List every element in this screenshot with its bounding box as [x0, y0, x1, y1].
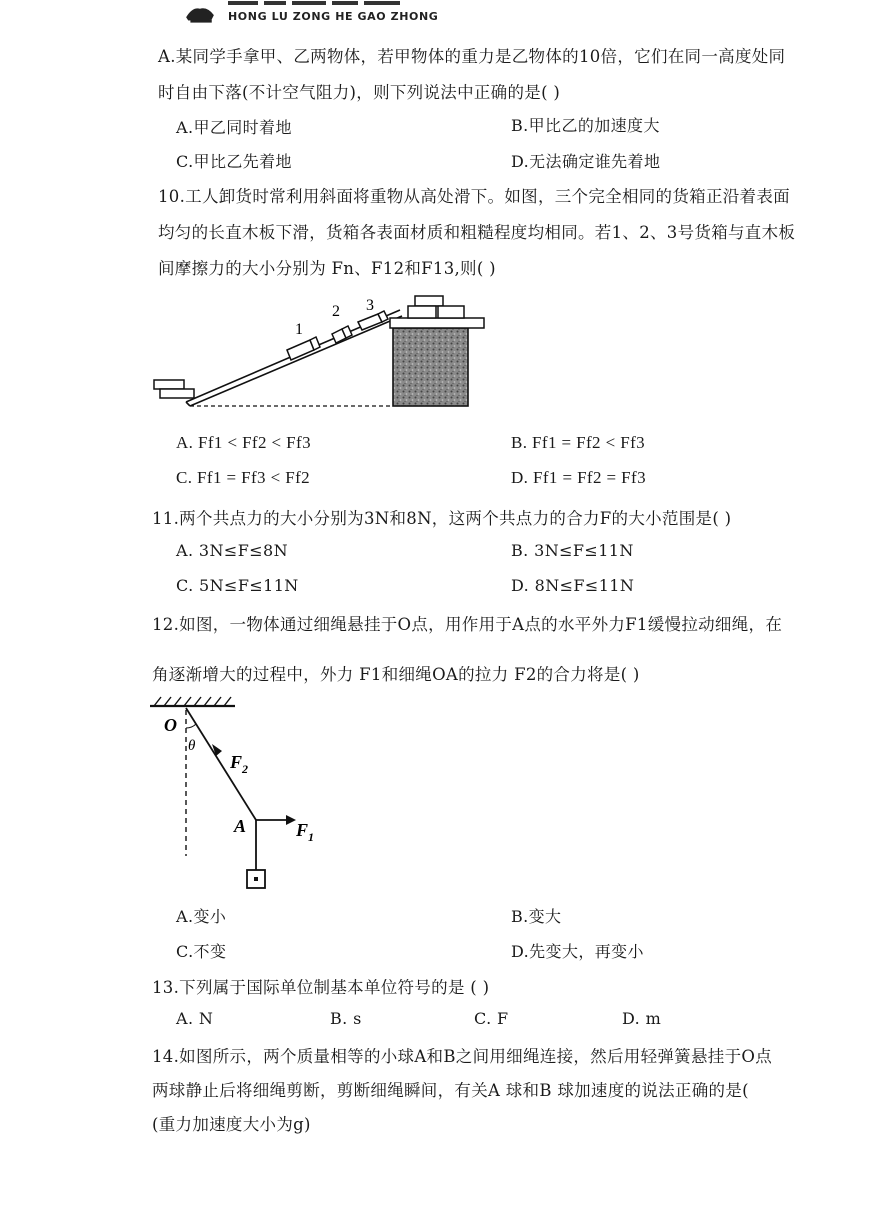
q14-line2: 两球静止后将细绳剪断，剪断细绳瞬间，有关A 球和B 球加速度的说法正确的是( [152, 1081, 749, 1100]
q13-line1: 13.下列属于国际单位制基本单位符号的是 ( ) [152, 978, 490, 997]
q13-option-c: C. F [474, 1009, 509, 1028]
school-logo-icon [184, 2, 216, 24]
label-o: O [164, 715, 177, 735]
label-theta: θ [188, 738, 196, 754]
q10-option-a: A. Ff1 < Ff2 < Ff3 [176, 433, 311, 452]
q12-line1: 12.如图，一物体通过细绳悬挂于O点，用作用于A点的水平外力F1缓慢拉动细绳，在 [152, 615, 783, 634]
q9-option-d: D.无法确定谁先着地 [511, 152, 661, 171]
q10-line3: 间摩擦力的大小分别为 Fn、F12和F13,则( ) [158, 259, 496, 278]
crate-2 [332, 326, 352, 343]
q11-option-a: A. 3N≤F≤8N [176, 541, 288, 560]
platform-top [390, 318, 484, 328]
q10-line2: 均匀的长直木板下滑，货箱各表面材质和粗糙程度均相同。若1、2、3号货箱与直木板 [158, 223, 796, 242]
bottom-crates [154, 380, 194, 398]
q12-option-a: A.变小 [176, 907, 227, 926]
theta-arc [186, 724, 196, 728]
label-f2: $F_2$ [230, 752, 249, 776]
crate-label-1: 1 [295, 321, 303, 338]
f2-arrowhead-icon [212, 744, 222, 756]
q9-option-c: C.甲比乙先着地 [176, 152, 292, 171]
crate-label-3: 3 [366, 297, 374, 314]
q10-option-b: B. Ff1 = Ff2 < Ff3 [511, 433, 646, 452]
q11-option-c: C. 5N≤F≤11N [176, 576, 299, 595]
q9-line2: 时自由下落(不计空气阻力)，则下列说法中正确的是( ) [158, 83, 561, 102]
label-a: A [234, 816, 247, 836]
q13-option-d: D. m [622, 1009, 662, 1028]
platform-block [393, 328, 468, 406]
q10-line1: 10.工人卸货时常利用斜面将重物从高处滑下。如图，三个完全相同的货箱正沿着表面 [158, 187, 790, 206]
q12-option-d: D.先变大，再变小 [511, 942, 644, 961]
q9-option-a: A.甲乙同时着地 [176, 118, 292, 137]
q13-option-b: B. s [330, 1009, 362, 1028]
q14-line3: (重力加速度大小为g) [152, 1115, 311, 1134]
school-pinyin: HONG LU ZONG HE GAO ZHONG [228, 10, 439, 23]
q9-option-b: B.甲比乙的加速度大 [511, 116, 660, 135]
crate-label-2: 2 [332, 303, 340, 320]
header-cut-text [228, 0, 408, 6]
q10-option-c: C. Ff1 = Ff3 < Ff2 [176, 468, 311, 487]
q11-line1: 11.两个共点力的大小分别为3N和8N，这两个共点力的合力F的大小范围是( ) [152, 509, 732, 528]
incline-figure [150, 288, 490, 413]
ceiling-hatch [154, 697, 231, 706]
crate-1 [287, 337, 320, 360]
weight-inner [254, 877, 258, 881]
q9-line1: A.某同学手拿甲、乙两物体，若甲物体的重力是乙物体的10倍，它们在同一高度处同 [158, 47, 786, 66]
q11-option-b: B. 3N≤F≤11N [511, 541, 634, 560]
label-f1: $F_1$ [296, 820, 315, 844]
q14-line1: 14.如图所示，两个质量相等的小球A和B之间用细绳连接，然后用轻弹簧悬挂于O点 [152, 1047, 773, 1066]
pendulum-figure [150, 696, 330, 896]
q12-option-b: B.变大 [511, 907, 562, 926]
f1-arrowhead-icon [286, 815, 296, 825]
top-crates [408, 296, 464, 318]
q12-option-c: C.不变 [176, 942, 227, 961]
q12-line2: 角逐渐增大的过程中，外力 F1和细绳OA的拉力 F2的合力将是( ) [152, 665, 640, 684]
q13-option-a: A. N [176, 1009, 214, 1028]
q10-option-d: D. Ff1 = Ff2 = Ff3 [511, 468, 646, 487]
q11-option-d: D. 8N≤F≤11N [511, 576, 635, 595]
